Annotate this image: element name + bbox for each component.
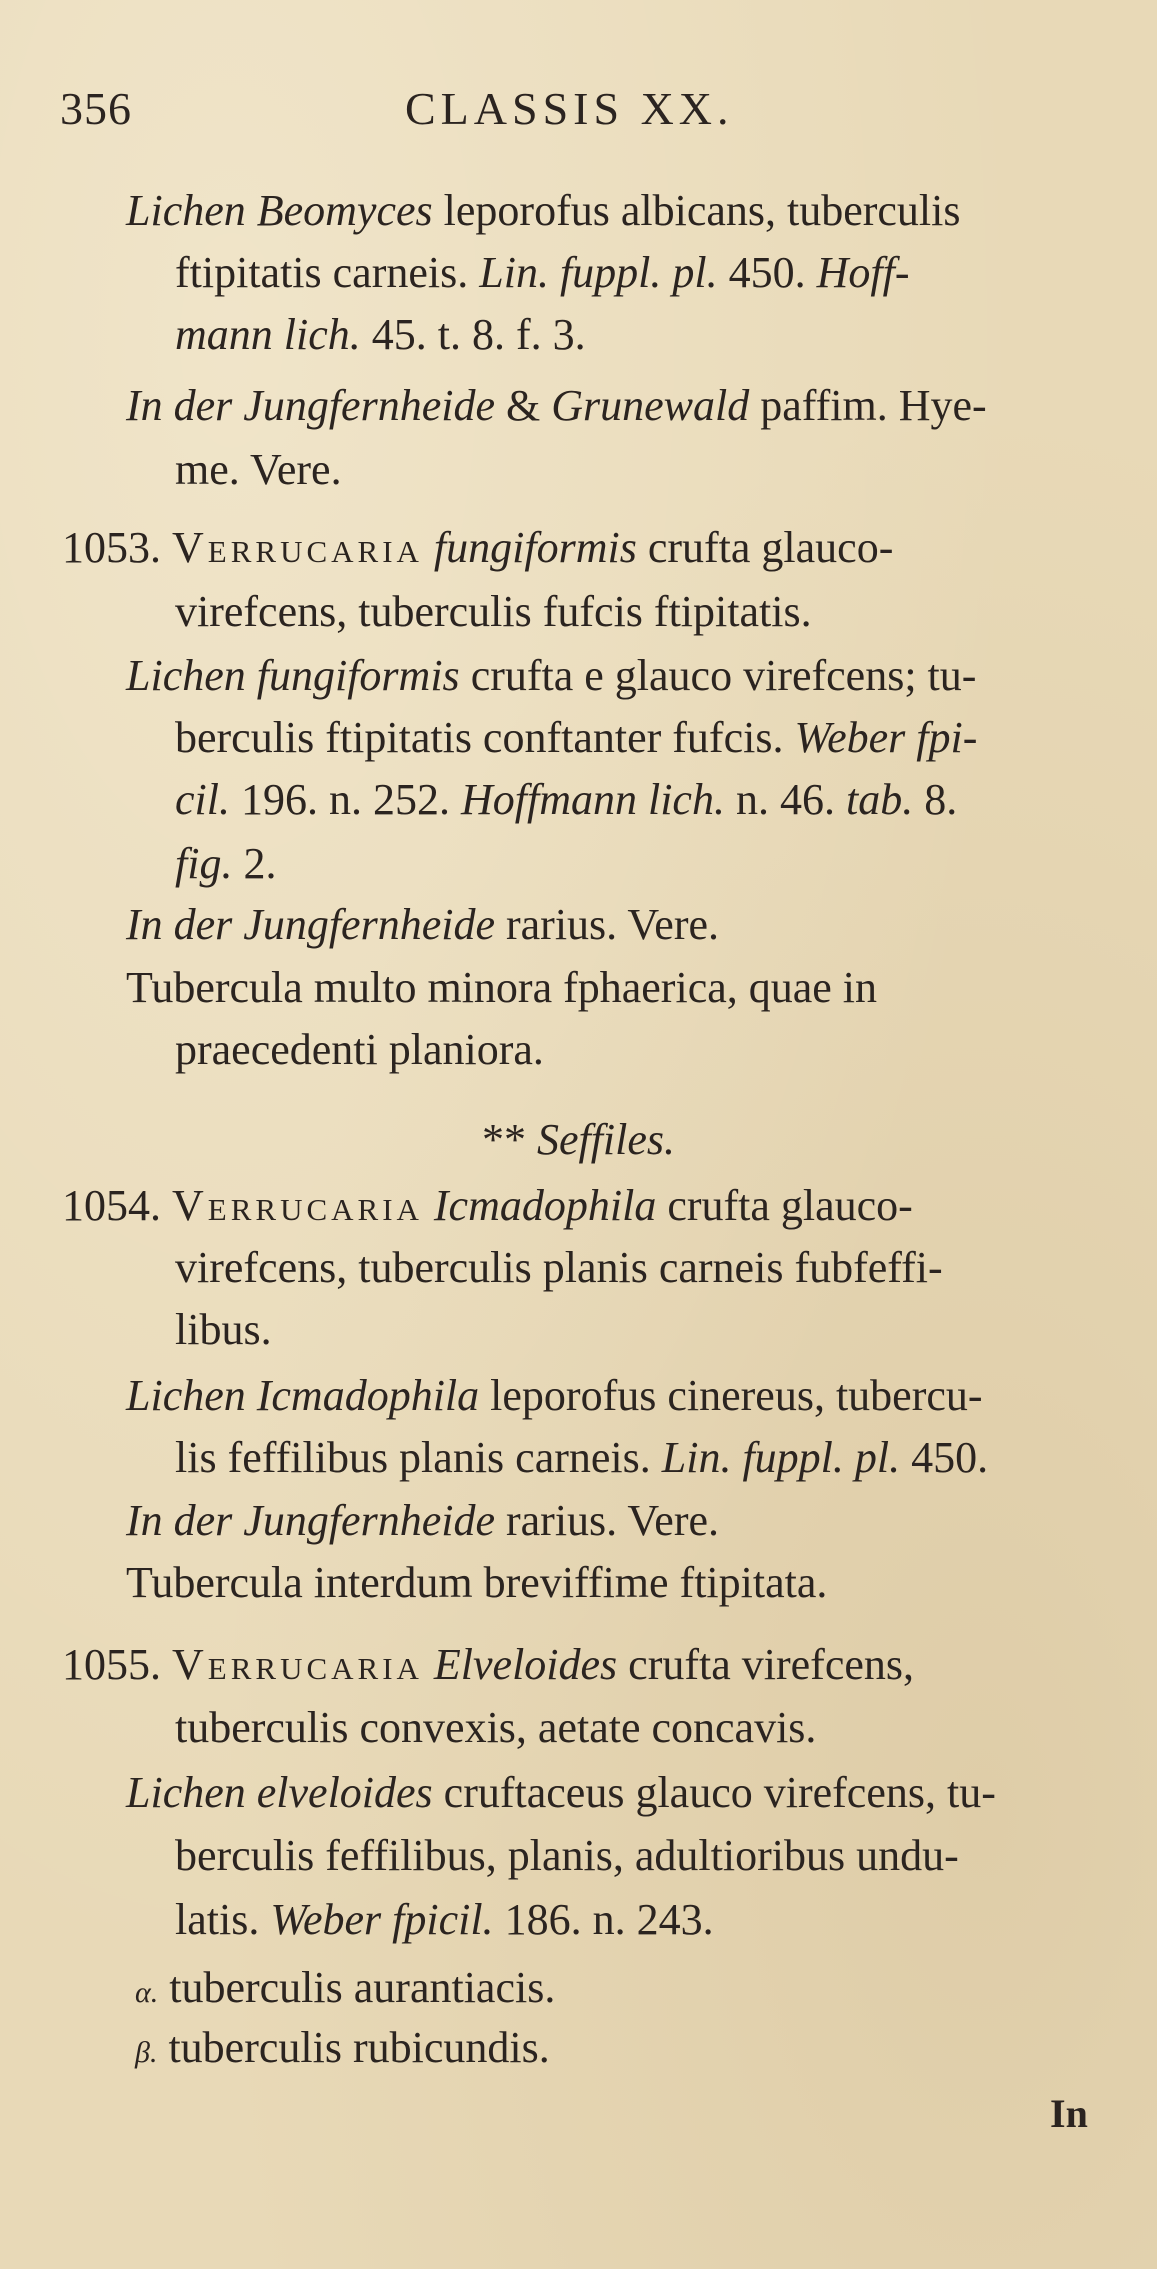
text-line: virefcens, tuberculis fufcis ftipitatis. <box>175 587 812 636</box>
text-line: Lichen Beomyces leporofus albicans, tuberculis <box>126 186 961 235</box>
text-line: mann lich. 45. t. 8. f. 3. <box>175 310 586 359</box>
variety-beta: β. tuberculis rubicundis. <box>135 2023 550 2072</box>
text-line: Tubercula interdum breviffime ftipitata. <box>126 1558 828 1607</box>
text-line: virefcens, tuberculis planis carneis fubfeffi- <box>175 1243 943 1292</box>
text-line: In der Jungfernheide rarius. Vere. <box>126 1496 719 1545</box>
entry-1053: 1053. Verrucaria fungiformis crufta glauco- <box>62 523 894 572</box>
variety-marker: α. <box>135 1976 159 2009</box>
catchword: In <box>1050 2091 1088 2136</box>
text-line: ftipitatis carneis. Lin. fuppl. pl. 450. Hoff- <box>175 248 910 297</box>
text-line: Lichen elveloides cruftaceus glauco virefcens, tu- <box>126 1768 996 1817</box>
entry-number: 1055. <box>62 1640 161 1689</box>
text-line: libus. <box>175 1305 272 1354</box>
text-line: berculis ftipitatis conftanter fufcis. Weber fpi- <box>175 713 978 762</box>
page-header <box>0 82 1157 142</box>
section-heading: ** Seffiles. <box>481 1115 676 1164</box>
genus-name: Verrucaria <box>172 1640 423 1689</box>
text-line: me. Vere. <box>175 445 342 494</box>
species-name: fungiformis <box>433 523 637 572</box>
text-line: lis feffilibus planis carneis. Lin. fuppl. pl. 450. <box>175 1433 989 1482</box>
variety-marker: β. <box>135 2036 158 2069</box>
entry-1054: 1054. Verrucaria Icmadophila crufta glauco- <box>62 1181 913 1230</box>
entry-1055: 1055. Verrucaria Elveloides crufta virefcens, <box>62 1640 914 1689</box>
text-line: cil. 196. n. 252. Hoffmann lich. n. 46. tab. 8. <box>175 775 958 824</box>
genus-name: Verrucaria <box>172 523 423 572</box>
text-line: fig. 2. <box>175 839 277 888</box>
species-name: Icmadophila <box>433 1181 657 1230</box>
text-line: latis. Weber fpicil. 186. n. 243. <box>175 1895 714 1944</box>
text-line: In der Jungfernheide & Grunewald paffim. Hye- <box>126 381 987 430</box>
text-line: In der Jungfernheide rarius. Vere. <box>126 900 719 949</box>
text-line: praecedenti planiora. <box>175 1025 544 1074</box>
entry-number: 1054. <box>62 1181 161 1230</box>
text-line: Tubercula multo minora fphaerica, quae in <box>126 963 878 1012</box>
text-line: tuberculis convexis, aetate concavis. <box>175 1703 817 1752</box>
page-number: 356 <box>60 83 132 134</box>
text-line: berculis feffilibus, planis, adultioribus undu- <box>175 1831 959 1880</box>
text-line: Lichen fungiformis crufta e glauco virefcens; tu- <box>126 651 977 700</box>
species-name: Elveloides <box>433 1640 618 1689</box>
text-line: Lichen Icmadophila leporofus cinereus, tubercu- <box>126 1371 983 1420</box>
entry-number: 1053. <box>62 523 161 572</box>
variety-alpha: α. tuberculis aurantiacis. <box>135 1963 556 2012</box>
running-head: CLASSIS XX. <box>405 83 734 134</box>
genus-name: Verrucaria <box>172 1181 423 1230</box>
